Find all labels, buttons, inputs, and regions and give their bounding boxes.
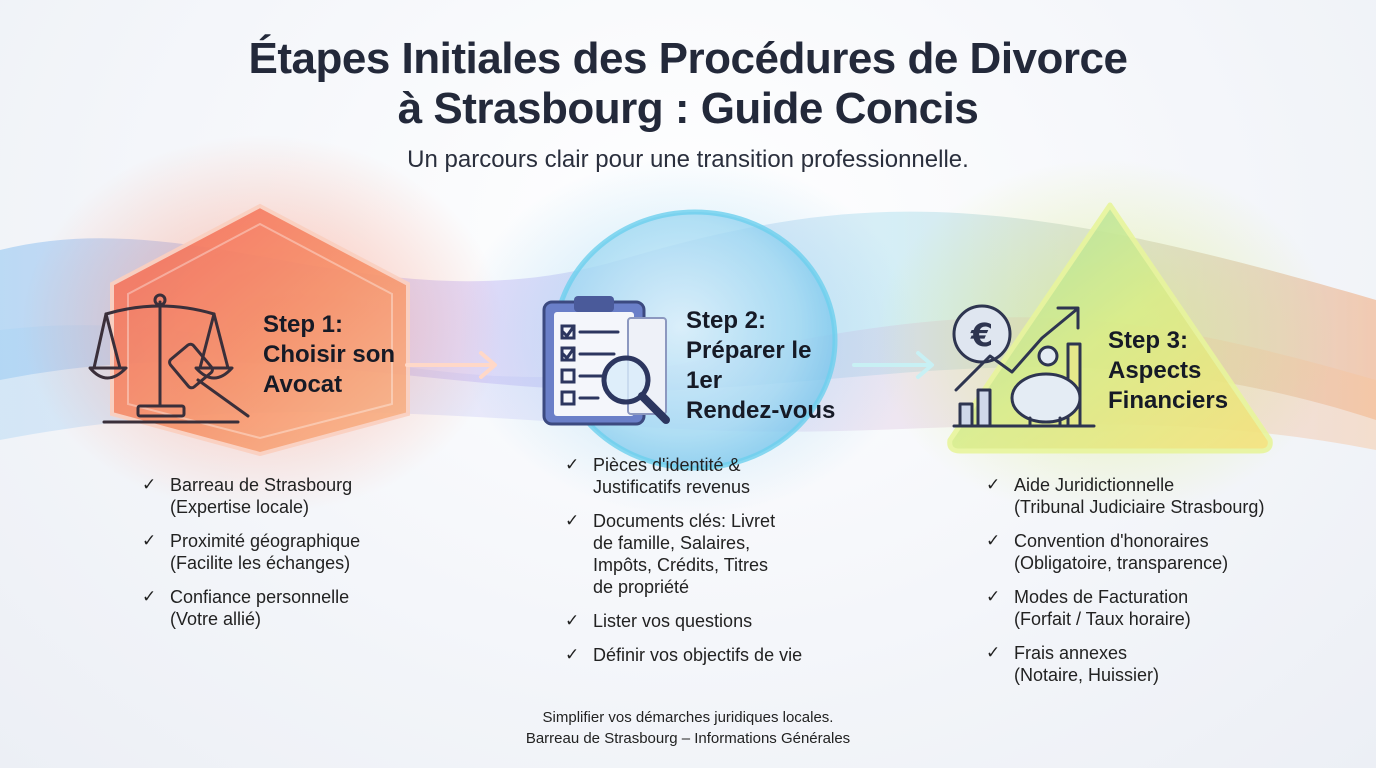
- footer-tagline: Simplifier vos démarches juridiques locales.: [542, 709, 834, 726]
- list-item: ✓ Barreau de Strasbourg (Expertise locale): [142, 475, 353, 517]
- step-3-checklist: [986, 474, 1316, 698]
- list-item: ✓ Confiance personnelle (Votre allié): [142, 587, 350, 629]
- checkmark-icon: ✓: [565, 455, 580, 474]
- checkmark-icon: ✓: [986, 587, 1001, 606]
- checkmark-icon: ✓: [986, 531, 1001, 550]
- title-line-1: Étapes Initiales des Procédures de Divorce: [248, 34, 1128, 83]
- footer-source: Barreau de Strasbourg – Informations Générales: [525, 730, 851, 747]
- arrow-step-2-to-3: [852, 348, 942, 382]
- list-item: ✓ Modes de Facturation (Forfait / Taux horaire): [986, 587, 1191, 629]
- step-2-title: Step 2: Préparer le 1er Rendez-vous: [686, 307, 836, 424]
- checkmark-icon: ✓: [565, 511, 580, 530]
- clipboard-magnifier-icon: [538, 292, 678, 432]
- step-1-title: Step 1: Choisir son Avocat: [263, 311, 396, 398]
- title-line-2: à Strasbourg : Guide Concis: [397, 84, 979, 133]
- step-3-title: Step 3: Aspects Financiers: [1108, 327, 1229, 414]
- checkmark-icon: ✓: [986, 643, 1001, 662]
- list-item: ✓ Pièces d'identité & Justificatifs revenus: [565, 455, 751, 497]
- list-item: ✓ Convention d'honoraires (Obligatoire, transparence): [986, 531, 1229, 573]
- svg-text:€: €: [970, 316, 994, 354]
- step-1-checklist: [142, 474, 442, 642]
- list-item: ✓ Proximité géographique (Facilite les échanges): [142, 531, 361, 573]
- page-subtitle: Un parcours clair pour une transition professionnelle.: [407, 146, 969, 173]
- euro-piggybank-chart-icon: [950, 292, 1100, 432]
- list-item: ✓ Aide Juridictionnelle (Tribunal Judiciaire Strasbourg): [986, 475, 1265, 517]
- checkmark-icon: ✓: [986, 475, 1001, 494]
- checkmark-icon: ✓: [565, 645, 580, 664]
- list-item: ✓ Frais annexes (Notaire, Huissier): [986, 643, 1160, 685]
- checkmark-icon: ✓: [142, 531, 157, 550]
- list-item: ✓ Documents clés: Livret de famille, Salaires, Impôts, Crédits, Titres de propriété: [565, 511, 776, 597]
- page-title: [0, 34, 1376, 134]
- checkmark-icon: ✓: [565, 611, 580, 630]
- footer: [0, 707, 1376, 749]
- checkmark-icon: ✓: [142, 587, 157, 606]
- list-item: ✓ Définir vos objectifs de vie: [565, 645, 803, 665]
- scales-gavel-icon: [88, 288, 258, 428]
- arrow-step-1-to-2: [405, 348, 505, 382]
- list-item: ✓ Lister vos questions: [565, 611, 753, 631]
- step-2-checklist: [565, 454, 885, 678]
- checkmark-icon: ✓: [142, 475, 157, 494]
